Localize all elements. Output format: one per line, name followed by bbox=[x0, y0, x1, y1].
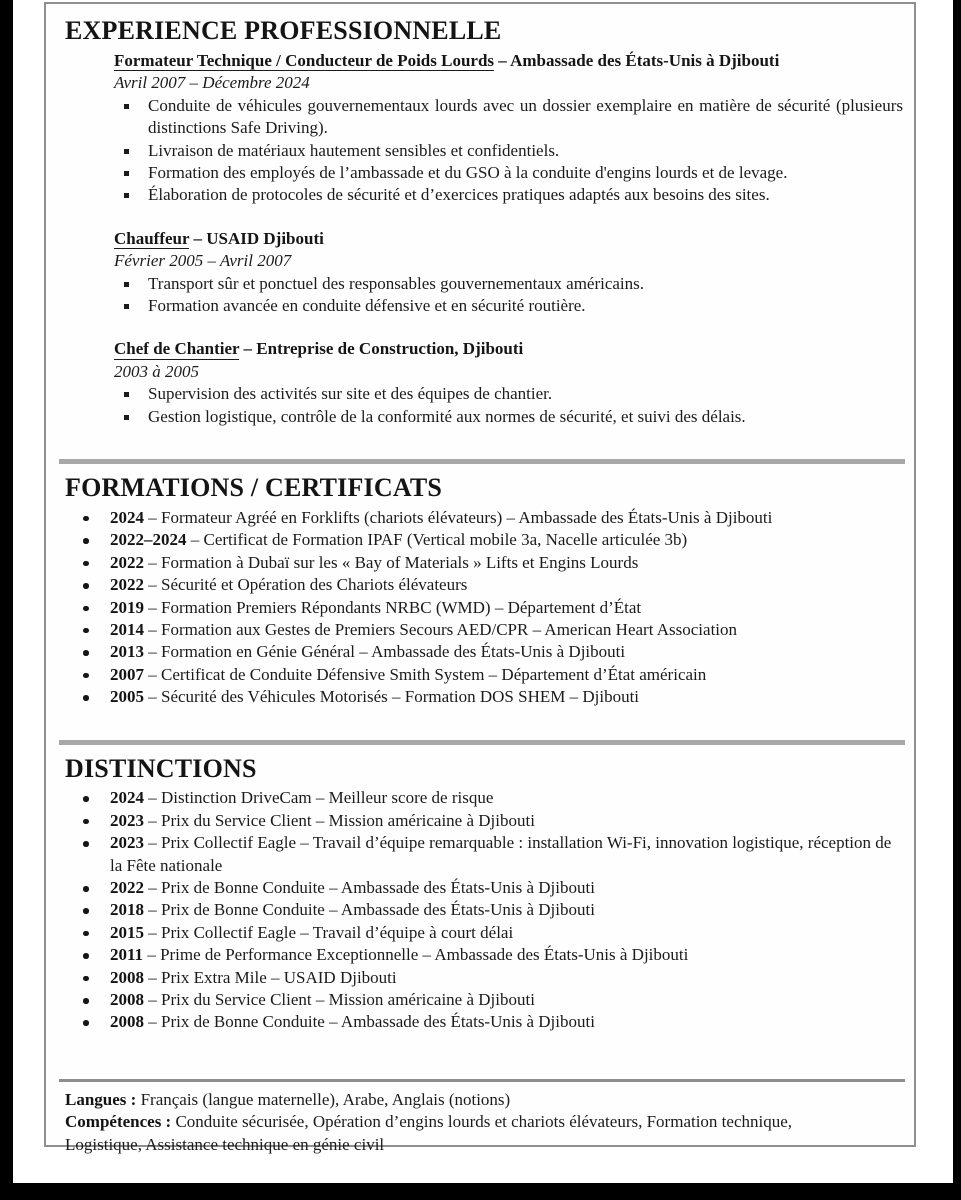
item-year: 2014 bbox=[110, 619, 144, 639]
section-distinctions bbox=[65, 754, 903, 1034]
job-entry-chef-de-chantier bbox=[114, 338, 903, 428]
item-text: – Formateur Agréé en Forklifts (chariots élévateurs) – Ambassade des États-Unis à Djibouti bbox=[148, 507, 773, 527]
section-divider bbox=[59, 1079, 905, 1082]
skills-label: Compétences : bbox=[65, 1112, 172, 1132]
item-text: – Prix de Bonne Conduite – Ambassade des États-Unis à Djibouti bbox=[148, 878, 595, 898]
item-text: – Distinction DriveCam – Meilleur score de risque bbox=[148, 788, 494, 808]
item-text: – Prix de Bonne Conduite – Ambassade des États-Unis à Djibouti bbox=[148, 1012, 595, 1032]
job-title-line bbox=[114, 338, 903, 360]
languages-value: Français (langue maternelle), Arabe, Anglais (notions) bbox=[140, 1089, 511, 1109]
award-item bbox=[65, 989, 903, 1011]
job-bullet-list bbox=[114, 273, 903, 318]
certificates-list bbox=[65, 507, 903, 709]
certificate-item bbox=[65, 664, 903, 686]
award-item bbox=[65, 944, 903, 966]
bullet-item: Supervision des activités sur site et des équipes de chantier. bbox=[114, 383, 903, 405]
item-year: 2022 bbox=[110, 575, 144, 595]
item-text: – Prix Collectif Eagle – Travail d’équipe remarquable : installation Wi-Fi, innovation logistique, réception de la Fête nationale bbox=[110, 833, 892, 875]
job-org: – Ambassade des États-Unis à Djibouti bbox=[494, 50, 780, 70]
item-year: 2023 bbox=[110, 833, 144, 853]
item-text: – Prix du Service Client – Mission américaine à Djibouti bbox=[148, 990, 535, 1010]
item-year: 2024 bbox=[110, 507, 144, 527]
item-text: – Certificat de Conduite Défensive Smith System – Département d’État américain bbox=[148, 664, 707, 684]
certificate-item bbox=[65, 507, 903, 529]
scan-edge-right bbox=[953, 0, 961, 1200]
certificate-item bbox=[65, 552, 903, 574]
section-experience bbox=[65, 16, 903, 428]
bullet-item: Formation avancée en conduite défensive et en sécurité routière. bbox=[114, 295, 903, 317]
skills-line bbox=[65, 1111, 867, 1156]
item-text: – Prime de Performance Exceptionnelle – Ambassade des États-Unis à Djibouti bbox=[147, 945, 689, 965]
item-year: 2022 bbox=[110, 552, 144, 572]
item-text: – Formation en Génie Général – Ambassade des États-Unis à Djibouti bbox=[148, 642, 626, 662]
item-year: 2008 bbox=[110, 1012, 144, 1032]
award-item bbox=[65, 832, 903, 877]
item-year: 2024 bbox=[110, 788, 144, 808]
scan-edge-left bbox=[0, 0, 13, 1200]
item-text: – Formation Premiers Répondants NRBC (WMD) – Département d’État bbox=[148, 597, 642, 617]
skills-value: Conduite sécurisée, Opération d’engins lourds et chariots élévateurs, Formation technique, Logistique, Assistance technique en génie civil bbox=[65, 1112, 793, 1154]
award-item bbox=[65, 787, 903, 809]
section-formations bbox=[65, 473, 903, 709]
certificate-item bbox=[65, 686, 903, 708]
bullet-item: Transport sûr et ponctuel des responsables gouvernementaux américains. bbox=[114, 273, 903, 295]
job-dates: Avril 2007 – Décembre 2024 bbox=[114, 73, 310, 93]
job-org: – USAID Djibouti bbox=[189, 228, 324, 248]
bullet-item: Conduite de véhicules gouvernementaux lourds avec un dossier exemplaire en matière de sécurité (plusieurs distinctions Safe Driving). bbox=[114, 95, 903, 140]
scan-edge-bottom bbox=[0, 1183, 961, 1200]
job-entry-chauffeur bbox=[114, 228, 903, 318]
bullet-item: Élaboration de protocoles de sécurité et d’exercices pratiques adaptés aux besoins des sites. bbox=[114, 184, 903, 206]
formations-heading: FORMATIONS / CERTIFICATS bbox=[65, 472, 443, 502]
item-year: 2019 bbox=[110, 597, 144, 617]
section-divider bbox=[59, 459, 905, 464]
job-title: Chauffeur bbox=[114, 228, 190, 248]
item-year: 2015 bbox=[110, 922, 144, 942]
item-year: 2018 bbox=[110, 900, 144, 920]
bullet-item: Formation des employés de l’ambassade et du GSO à la conduite d'engins lourds et de levage. bbox=[114, 162, 903, 184]
job-dates: 2003 à 2005 bbox=[114, 361, 199, 381]
job-bullet-list bbox=[114, 95, 903, 207]
bullet-item: Livraison de matériaux hautement sensibles et confidentiels. bbox=[114, 140, 903, 162]
section-languages-skills bbox=[65, 1089, 903, 1156]
item-year: 2023 bbox=[110, 810, 144, 830]
section-divider bbox=[59, 740, 905, 745]
awards-list bbox=[65, 787, 903, 1033]
item-year: 2022 bbox=[110, 878, 144, 898]
item-text: – Prix de Bonne Conduite – Ambassade des États-Unis à Djibouti bbox=[148, 900, 595, 920]
job-entry-formateur bbox=[114, 50, 903, 207]
certificate-item bbox=[65, 641, 903, 663]
award-item bbox=[65, 899, 903, 921]
job-dates: Février 2005 – Avril 2007 bbox=[114, 251, 292, 271]
item-year: 2007 bbox=[110, 664, 144, 684]
job-org: – Entreprise de Construction, Djibouti bbox=[239, 339, 524, 359]
item-text: – Prix Extra Mile – USAID Djibouti bbox=[148, 967, 397, 987]
job-bullet-list bbox=[114, 383, 903, 428]
award-item bbox=[65, 810, 903, 832]
item-text: – Prix Collectif Eagle – Travail d’équipe à court délai bbox=[148, 922, 514, 942]
job-title-line bbox=[114, 228, 903, 250]
languages-label: Langues : bbox=[65, 1089, 137, 1109]
certificate-item bbox=[65, 574, 903, 596]
award-item bbox=[65, 922, 903, 944]
job-title-line bbox=[114, 50, 903, 72]
item-text: – Prix du Service Client – Mission américaine à Djibouti bbox=[148, 810, 535, 830]
item-text: – Sécurité et Opération des Chariots élévateurs bbox=[148, 575, 468, 595]
item-text: – Formation à Dubaï sur les « Bay of Materials » Lifts et Engins Lourds bbox=[148, 552, 639, 572]
certificate-item bbox=[65, 597, 903, 619]
experience-heading: EXPERIENCE PROFESSIONNELLE bbox=[65, 16, 502, 45]
item-year: 2011 bbox=[110, 945, 144, 965]
job-title: Chef de Chantier bbox=[114, 339, 240, 359]
award-item bbox=[65, 1011, 903, 1033]
job-title: Formateur Technique / Conducteur de Poids Lourds bbox=[114, 50, 495, 70]
item-text: – Sécurité des Véhicules Motorisés – Formation DOS SHEM – Djibouti bbox=[148, 687, 640, 707]
award-item bbox=[65, 877, 903, 899]
resume-page bbox=[44, 2, 916, 1154]
item-year: 2013 bbox=[110, 642, 144, 662]
certificate-item bbox=[65, 529, 903, 551]
item-year: 2005 bbox=[110, 687, 144, 707]
award-item bbox=[65, 967, 903, 989]
certificate-item bbox=[65, 619, 903, 641]
item-year: 2008 bbox=[110, 967, 144, 987]
item-text: – Formation aux Gestes de Premiers Secours AED/CPR – American Heart Association bbox=[148, 619, 738, 639]
item-year: 2022–2024 bbox=[110, 530, 187, 550]
languages-line bbox=[65, 1089, 903, 1111]
item-text: – Certificat de Formation IPAF (Vertical mobile 3a, Nacelle articulée 3b) bbox=[190, 530, 688, 550]
item-year: 2008 bbox=[110, 990, 144, 1010]
distinctions-heading: DISTINCTIONS bbox=[65, 753, 257, 783]
bullet-item: Gestion logistique, contrôle de la conformité aux normes de sécurité, et suivi des délais. bbox=[114, 406, 903, 428]
